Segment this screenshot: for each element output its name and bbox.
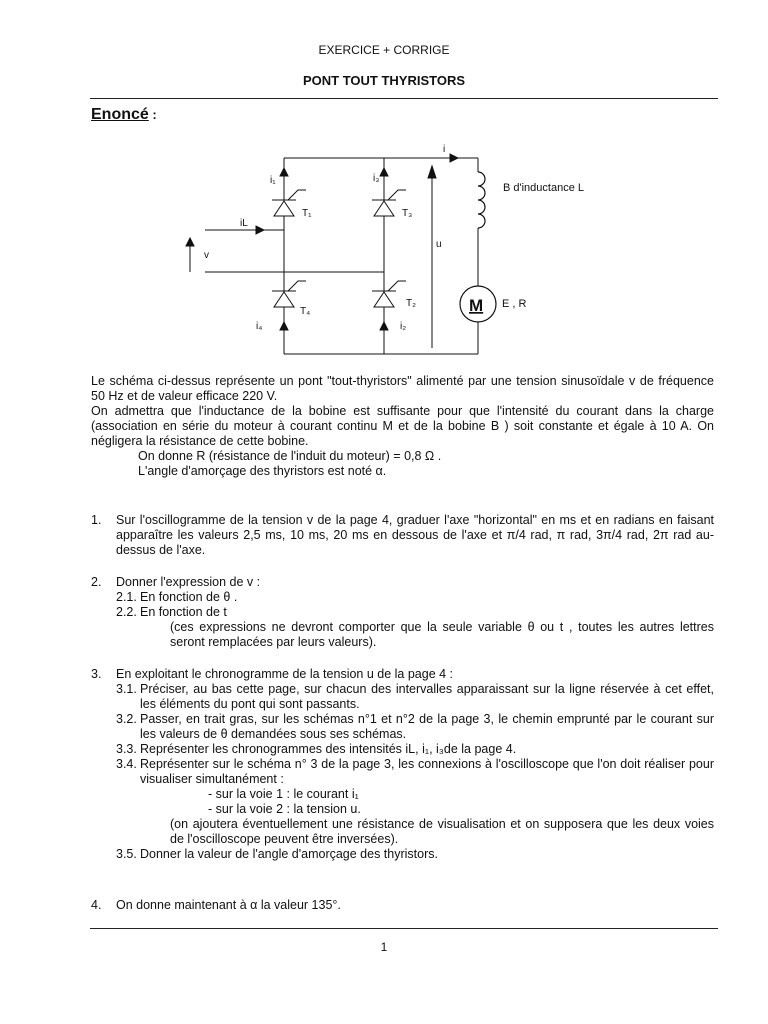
question-1-text: Sur l'oscillogramme de la tension v de la page 4, graduer l'axe "horizontal" en ms et en radians en faisant apparaître les valeurs 2,5 ms, 10 ms, 20 ms en dessous de l'axe et π/4 rad, π rad, 3π/4 rad, 2π rad au-dessus de l'axe. bbox=[116, 513, 714, 557]
question-3-2-text: Passer, en trait gras, sur les schémas n°1 et n°2 de la page 3, le chemin emprunté par le courant sur les valeurs de θ demandées sous ses schémas. bbox=[140, 712, 714, 741]
question-3-1-text: Préciser, au bas cette page, sur chacun des intervalles apparaissant sur la ligne réservée à cet effet, les éléments du pont qui sont passants. bbox=[140, 682, 714, 711]
i-arrow-head bbox=[450, 154, 458, 162]
label-u: u bbox=[436, 239, 442, 250]
question-1-number: 1. bbox=[91, 513, 102, 527]
question-2-2 bbox=[116, 605, 714, 620]
question-3-4-text: Représenter sur le schéma n° 3 de la page 3, les connexions à l'oscilloscope que l'on doit réaliser pour visualiser simultanément : bbox=[140, 757, 714, 786]
thyristor-bridge-diagram bbox=[0, 0, 768, 370]
question-2-1-text: En fonction de θ . bbox=[140, 590, 238, 604]
question-1 bbox=[91, 513, 714, 558]
question-3-4-number: 3.4. bbox=[116, 757, 137, 771]
question-3-1 bbox=[116, 682, 714, 712]
question-3-4 bbox=[116, 757, 714, 787]
question-2-text: Donner l'expression de v : bbox=[116, 575, 261, 589]
section-colon: : bbox=[148, 107, 157, 122]
question-2-number: 2. bbox=[91, 575, 102, 589]
thyristor-t2 bbox=[372, 281, 406, 307]
label-i4: i₄ bbox=[256, 321, 263, 332]
label-t1: T₁ bbox=[302, 208, 312, 219]
question-2 bbox=[91, 575, 714, 650]
u-arrow-head bbox=[428, 166, 436, 178]
label-il: iL bbox=[240, 218, 248, 229]
question-2-1 bbox=[116, 590, 714, 605]
question-3-2-number: 3.2. bbox=[116, 712, 137, 726]
label-i1: i₁ bbox=[270, 175, 276, 186]
label-i2: i₂ bbox=[400, 321, 407, 332]
question-3-1-number: 3.1. bbox=[116, 682, 137, 696]
question-3-text: En exploitant le chronogramme de la tension u de la page 4 : bbox=[116, 667, 454, 681]
i1-arrow-head bbox=[280, 168, 288, 176]
section-title: Enoncé bbox=[91, 106, 149, 123]
intro-paragraph-4: L'angle d'amorçage des thyristors est noté α. bbox=[138, 464, 387, 478]
i4-arrow-head bbox=[280, 322, 288, 330]
iL-arrow-head bbox=[256, 226, 264, 234]
label-v: v bbox=[204, 250, 209, 261]
thyristor-t4 bbox=[272, 281, 306, 307]
question-3-4-channel-1: - sur la voie 1 : le courant i₁ bbox=[208, 787, 359, 801]
thyristor-t1 bbox=[272, 190, 306, 216]
label-t4: T₄ bbox=[300, 306, 311, 317]
question-4-number: 4. bbox=[91, 898, 102, 912]
question-4-text: On donne maintenant à α la valeur 135°. bbox=[116, 898, 341, 912]
question-3-3-number: 3.3. bbox=[116, 742, 137, 756]
question-3-number: 3. bbox=[91, 667, 102, 681]
i2-arrow-head bbox=[380, 322, 388, 330]
label-t2: T₂ bbox=[406, 298, 416, 309]
question-3 bbox=[91, 667, 714, 862]
label-i: i bbox=[443, 144, 446, 155]
question-2-2-number: 2.2. bbox=[116, 605, 137, 619]
i3-arrow-head bbox=[380, 168, 388, 176]
intro-text bbox=[91, 374, 714, 479]
question-2-note: (ces expressions ne devront comporter que la seule variable θ ou t , toutes les autres lettres seront remplacées par leurs valeurs). bbox=[170, 620, 714, 649]
question-2-2-text: En fonction de t bbox=[140, 605, 227, 619]
label-inductance: B d'inductance L bbox=[503, 182, 584, 194]
question-2-1-number: 2.1. bbox=[116, 590, 137, 604]
v-arrow-head bbox=[186, 238, 194, 246]
question-3-5-text: Donner la valeur de l'angle d'amorçage des thyristors. bbox=[140, 847, 438, 861]
intro-paragraph-1: Le schéma ci-dessus représente un pont "tout-thyristors" alimenté par une tension sinusoïdale v de fréquence 50 Hz et de valeur efficace 220 V. bbox=[91, 374, 714, 403]
intro-paragraph-3: On donne R (résistance de l'induit du moteur) = 0,8 Ω . bbox=[138, 449, 442, 463]
inductor-coil bbox=[478, 172, 485, 228]
label-t3: T₃ bbox=[402, 208, 413, 219]
question-3-5-number: 3.5. bbox=[116, 847, 137, 861]
question-3-4-note: (on ajoutera éventuellement une résistance de visualisation et on supposera que les deux voies de l'oscilloscope peuvent être inversées). bbox=[170, 817, 714, 846]
question-3-4-channel-2: - sur la voie 2 : la tension u. bbox=[208, 802, 361, 816]
label-motor: M bbox=[469, 296, 484, 315]
question-3-5 bbox=[116, 847, 714, 862]
bottom-rule bbox=[90, 928, 718, 929]
thyristor-t3 bbox=[372, 190, 406, 216]
page-number: 1 bbox=[380, 940, 388, 954]
label-er: E , R bbox=[502, 298, 527, 310]
document-header: EXERCICE + CORRIGE bbox=[318, 43, 450, 57]
question-4 bbox=[91, 898, 714, 913]
document-title: PONT TOUT THYRISTORS bbox=[302, 73, 466, 88]
intro-paragraph-2: On admettra que l'inductance de la bobine est suffisante pour que l'intensité du courant dans la charge (association en série du moteur à courant continu M et de la bobine B ) soit constante et égale à 10 A. On négligera la résistance de cette bobine. bbox=[91, 404, 714, 448]
question-3-3-text: Représenter les chronogrammes des intensités iL, i₁, i₃de la page 4. bbox=[140, 742, 517, 756]
label-i3: i₃ bbox=[373, 173, 380, 184]
question-3-3 bbox=[116, 742, 714, 757]
question-3-2 bbox=[116, 712, 714, 742]
